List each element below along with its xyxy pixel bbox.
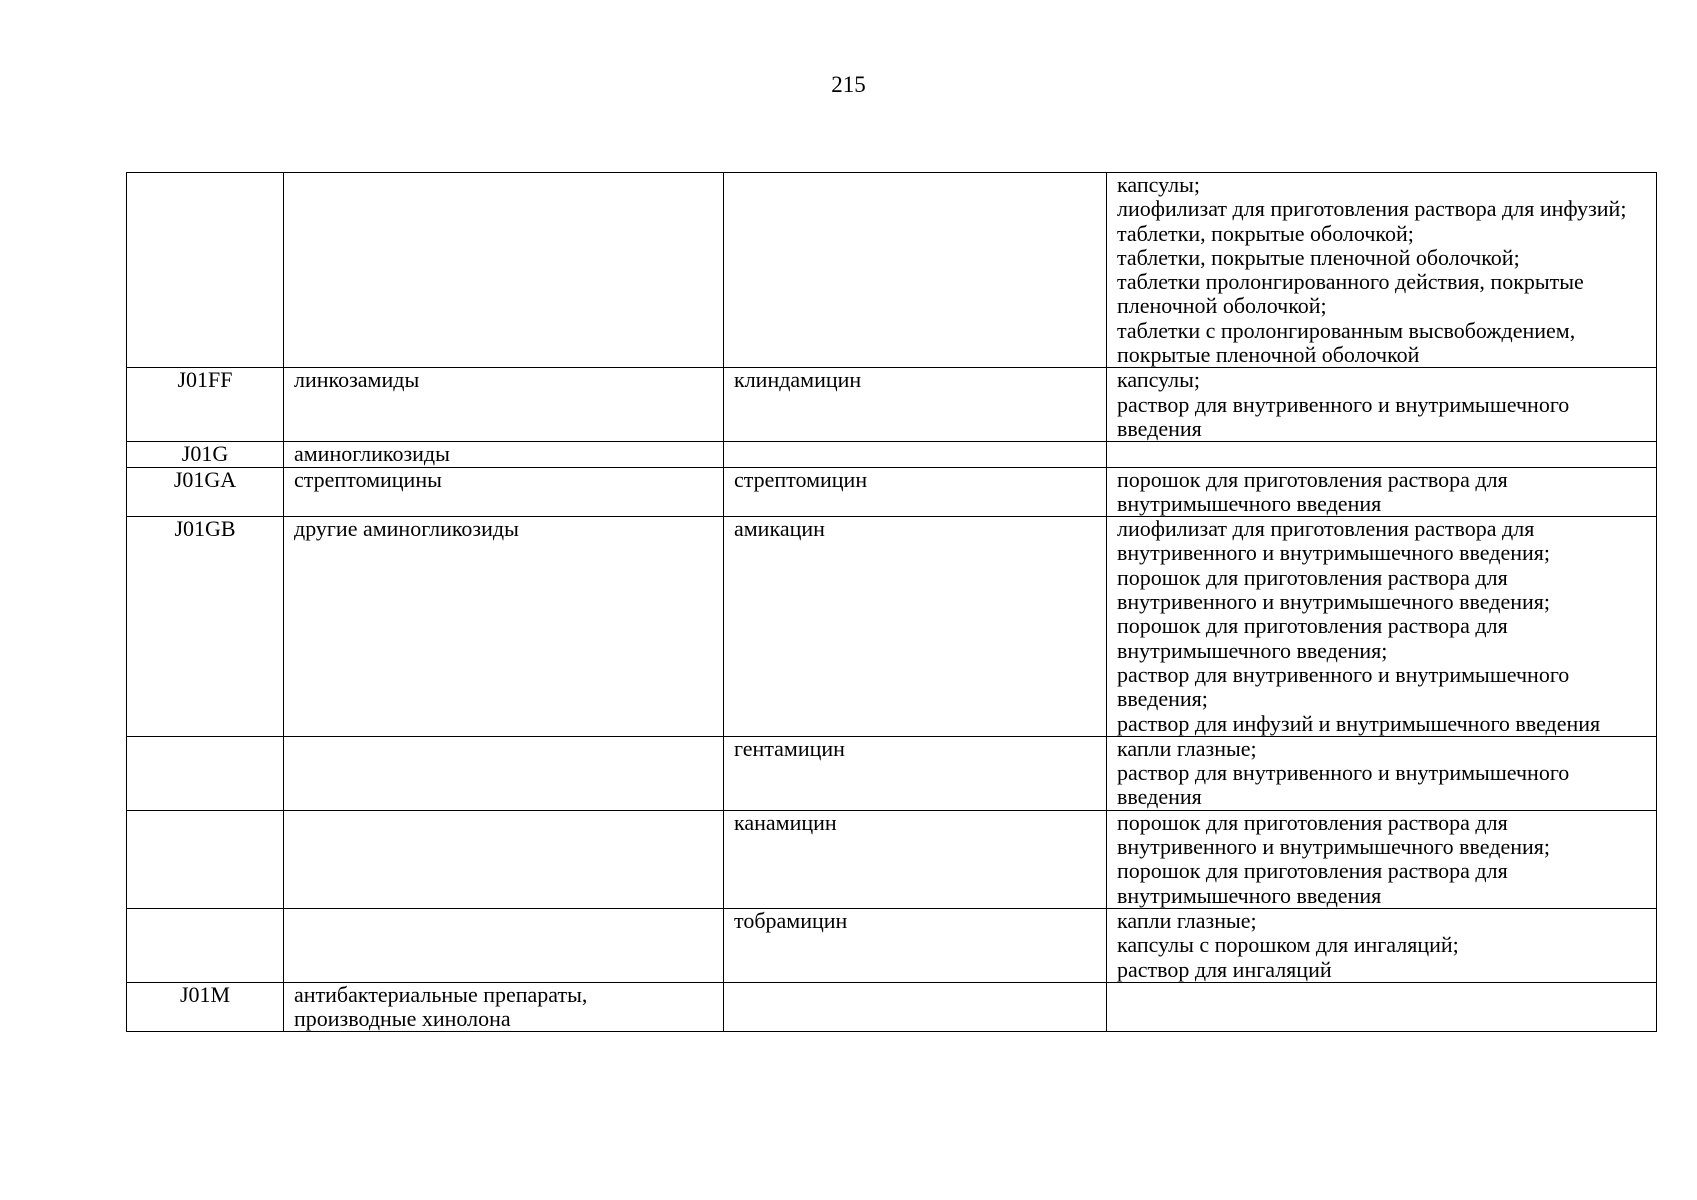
- atc-code-cell: J01FF: [127, 368, 284, 442]
- drug-name-cell: канамицин: [724, 810, 1107, 908]
- table-row: [127, 467, 1657, 517]
- drug-name-cell: гентамицин: [724, 736, 1107, 810]
- group-cell: [284, 173, 724, 368]
- atc-code-cell: [127, 810, 284, 908]
- drug-name-cell: амикацин: [724, 517, 1107, 737]
- atc-code-cell: J01GB: [127, 517, 284, 737]
- table-row: [127, 517, 1657, 737]
- drug-name-cell: [724, 442, 1107, 467]
- dosage-forms-cell: порошок для приготовления раствора для внутримышечного введения: [1107, 467, 1657, 517]
- atc-code-cell: [127, 908, 284, 982]
- dosage-forms-cell: [1107, 982, 1657, 1032]
- atc-code-cell: J01M: [127, 982, 284, 1032]
- table-row: [127, 736, 1657, 810]
- dosage-forms-cell: порошок для приготовления раствора для внутривенного и внутримышечного введения; порошок для приготовления раствора для внутримышечного введения: [1107, 810, 1657, 908]
- table-row: [127, 810, 1657, 908]
- table-row: [127, 173, 1657, 368]
- dosage-forms-cell: капли глазные; капсулы с порошком для ингаляций; раствор для ингаляций: [1107, 908, 1657, 982]
- drug-table: [126, 172, 1657, 1032]
- group-cell: [284, 908, 724, 982]
- dosage-forms-cell: капсулы; раствор для внутривенного и внутримышечного введения: [1107, 368, 1657, 442]
- drug-name-cell: тобрамицин: [724, 908, 1107, 982]
- dosage-forms-cell: капсулы; лиофилизат для приготовления раствора для инфузий; таблетки, покрытые оболочкой; таблетки, покрытые пленочной оболочкой; таблетки пролонгированного действия, покрытые пленочной оболочкой; таблетки с пролонгированным высвобождением, покрытые пленочной оболочкой: [1107, 173, 1657, 368]
- group-cell: [284, 736, 724, 810]
- page-number: 215: [831, 72, 866, 97]
- drug-name-cell: [724, 173, 1107, 368]
- group-cell: аминогликозиды: [284, 442, 724, 467]
- drug-name-cell: клиндамицин: [724, 368, 1107, 442]
- table-row: [127, 908, 1657, 982]
- table-row: [127, 442, 1657, 467]
- table-row: [127, 368, 1657, 442]
- dosage-forms-cell: [1107, 442, 1657, 467]
- drug-name-cell: [724, 982, 1107, 1032]
- group-cell: [284, 810, 724, 908]
- atc-code-cell: J01G: [127, 442, 284, 467]
- group-cell: линкозамиды: [284, 368, 724, 442]
- group-cell: антибактериальные препараты, производные хинолона: [284, 982, 724, 1032]
- group-cell: другие аминогликозиды: [284, 517, 724, 737]
- dosage-forms-cell: капли глазные; раствор для внутривенного и внутримышечного введения: [1107, 736, 1657, 810]
- atc-code-cell: [127, 736, 284, 810]
- drug-name-cell: стрептомицин: [724, 467, 1107, 517]
- table-row: [127, 982, 1657, 1032]
- group-cell: стрептомицины: [284, 467, 724, 517]
- atc-code-cell: [127, 173, 284, 368]
- atc-code-cell: J01GA: [127, 467, 284, 517]
- dosage-forms-cell: лиофилизат для приготовления раствора для внутривенного и внутримышечного введения; порошок для приготовления раствора для внутривенного и внутримышечного введения; порошок для приготовления раствора для внутримышечного введения; раствор для внутривенного и внутримышечного введения; раствор для инфузий и внутримышечного введения: [1107, 517, 1657, 737]
